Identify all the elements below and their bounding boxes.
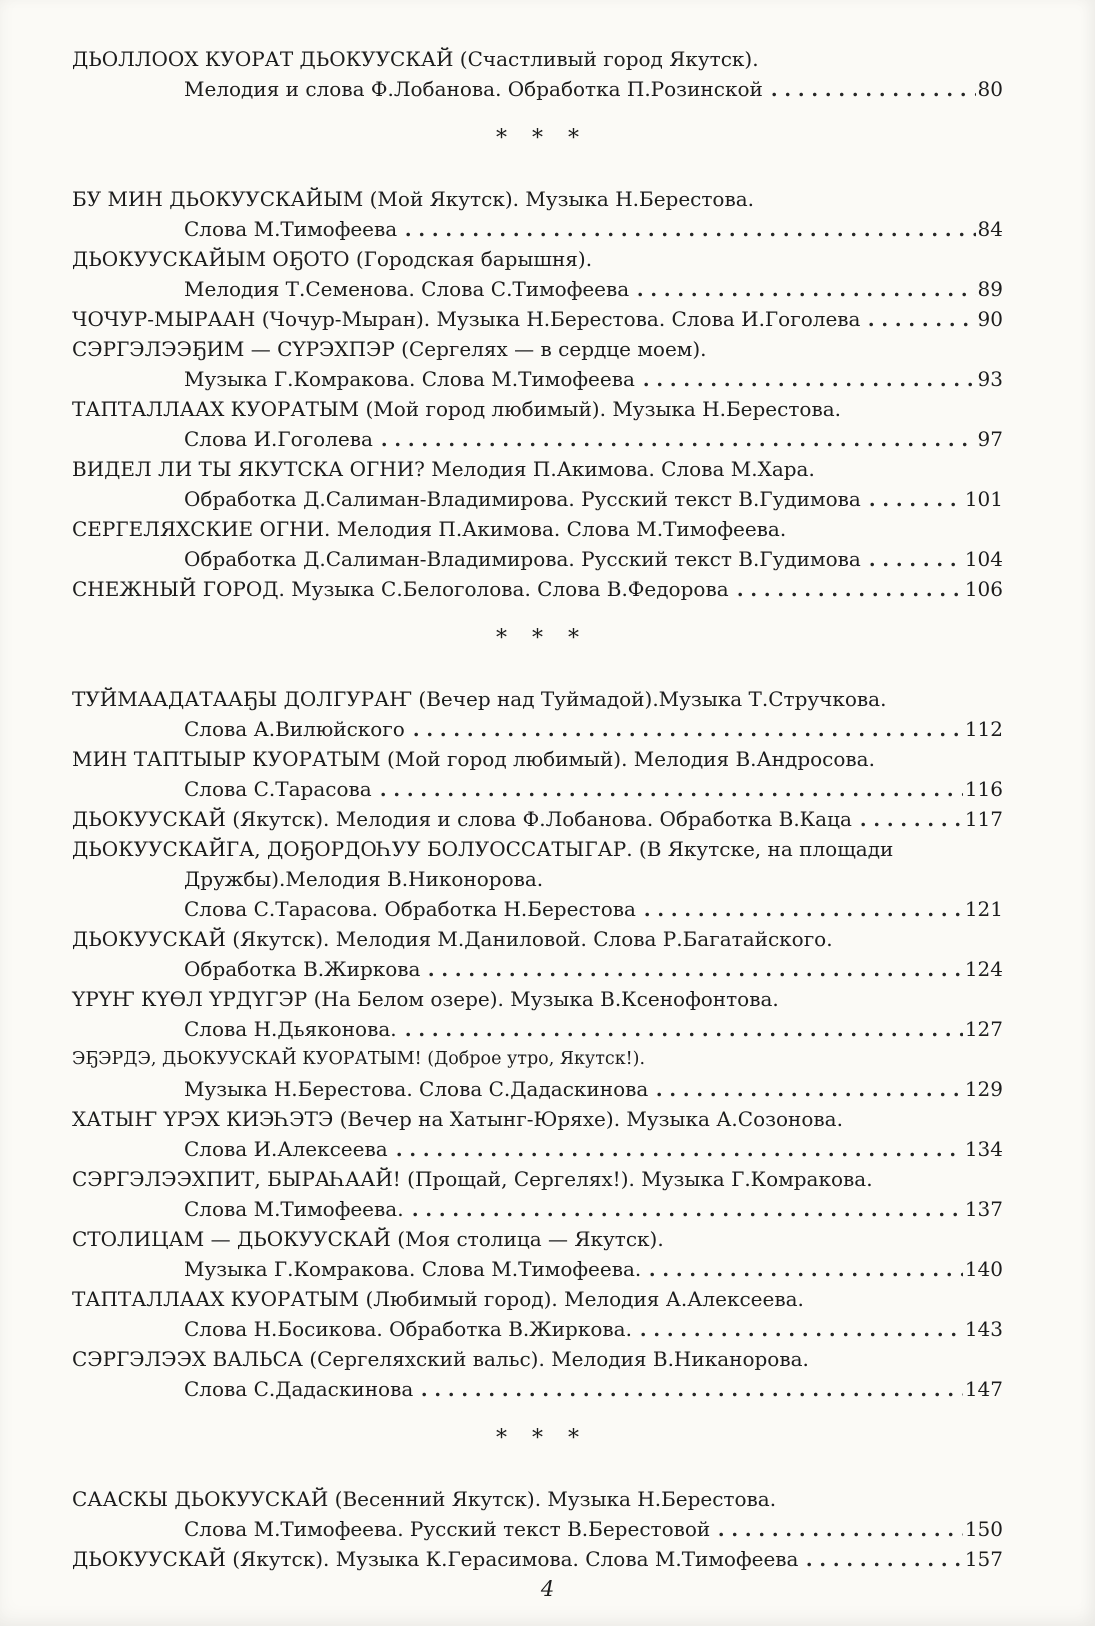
dot-leader	[645, 911, 963, 918]
toc-entry-line	[72, 1134, 1003, 1164]
toc-entry-line	[72, 804, 1003, 834]
toc-entry-line	[72, 864, 1003, 894]
section-separator: * * *	[496, 126, 588, 151]
toc-section	[72, 44, 1003, 104]
toc-entry	[72, 1224, 1003, 1284]
entry-text: Мелодия Т.Семенова. Слова С.Тимофеева	[184, 277, 630, 301]
entry-page-number: 147	[964, 1377, 1003, 1401]
entry-text: Слова Н.Дьяконова.	[184, 1017, 397, 1041]
toc-entry-line	[72, 1164, 1003, 1194]
entry-text: ТУЙМААДАТААҔЫ ДОЛГУРАҤ (Вечер над Туймадой).Музыка Т.Стручкова.	[72, 687, 887, 711]
entry-text: ДЬОКУУСКАЙ (Якутск). Мелодия и слова Ф.Лобанова. Обработка В.Каца	[72, 807, 852, 831]
toc-entry	[72, 1104, 1003, 1164]
toc-entry	[72, 1544, 1003, 1574]
toc-entry-line	[72, 364, 1003, 394]
entry-text: Обработка В.Жиркова	[184, 957, 421, 981]
toc-section	[72, 684, 1003, 1404]
entry-text: СААСКЫ ДЬОКУУСКАЙ (Весенний Якутск). Музыка Н.Берестова.	[72, 1487, 777, 1511]
dot-leader	[382, 441, 976, 448]
entry-page-number: 117	[964, 807, 1003, 831]
toc-entry-line	[72, 1374, 1003, 1404]
toc-entry-line	[72, 1284, 1003, 1314]
toc-entry-line	[72, 894, 1003, 924]
entry-page-number: 150	[964, 1517, 1003, 1541]
dot-leader	[719, 1531, 963, 1538]
toc-list	[72, 44, 1003, 1574]
dot-leader	[638, 291, 975, 298]
toc-entry	[72, 984, 1003, 1044]
entry-text: Слова С.Тарасова	[184, 777, 372, 801]
toc-entry-line	[72, 1544, 1003, 1574]
dot-leader	[406, 231, 975, 238]
toc-entry	[72, 744, 1003, 804]
entry-page-number: 127	[964, 1017, 1003, 1041]
entry-page-number: 97	[977, 427, 1003, 451]
entry-text: Слова М.Тимофеева	[184, 217, 398, 241]
toc-entry-line	[72, 394, 1003, 424]
dot-leader	[644, 381, 976, 388]
toc-entry	[72, 454, 1003, 514]
entry-text: Мелодия и слова Ф.Лобанова. Обработка П.Розинской	[184, 77, 763, 101]
entry-page-number: 140	[964, 1257, 1003, 1281]
dot-leader	[869, 321, 975, 328]
entry-text: Слова А.Вилюйского	[184, 717, 405, 741]
dot-leader	[413, 1211, 963, 1218]
entry-text: Слова М.Тимофеева.	[184, 1197, 404, 1221]
toc-entry	[72, 1164, 1003, 1224]
toc-entry-line	[72, 1224, 1003, 1254]
toc-entry-line	[72, 44, 1003, 74]
dot-leader	[641, 1331, 963, 1338]
entry-text: Музыка Г.Комракова. Слова М.Тимофеева.	[184, 1257, 642, 1281]
entry-page-number: 134	[964, 1137, 1003, 1161]
entry-text: ХАТЫҤ ҮРЭХ КИЭҺЭТЭ (Вечер на Хатынг-Юряхе). Музыка А.Созонова.	[72, 1107, 843, 1131]
dot-leader	[381, 791, 963, 798]
entry-page-number: 137	[964, 1197, 1003, 1221]
entry-text: Музыка Н.Берестова. Слова С.Дадаскинова	[184, 1077, 649, 1101]
toc-entry	[72, 1044, 1003, 1104]
entry-text: СЭРГЭЛЭЭҔИМ — СҮРЭХПЭР (Сергелях — в сердце моем).	[72, 337, 707, 361]
toc-entry	[72, 184, 1003, 244]
toc-entry	[72, 1344, 1003, 1404]
toc-entry-line	[72, 454, 1003, 484]
dot-leader	[429, 971, 962, 978]
toc-entry	[72, 574, 1003, 604]
entry-text: СТОЛИЦАМ — ДЬОКУУСКАЙ (Моя столица — Якутск).	[72, 1227, 664, 1251]
toc-entry	[72, 394, 1003, 454]
dot-leader	[397, 1151, 963, 1158]
entry-text: Слова Н.Босикова. Обработка В.Жиркова.	[184, 1317, 632, 1341]
entry-text: ДЬОКУУСКАЙ (Якутск). Музыка К.Герасимова. Слова М.Тимофеева	[72, 1547, 799, 1571]
toc-entry	[72, 834, 1003, 924]
toc-section	[72, 1484, 1003, 1574]
entry-text: СЭРГЭЛЭЭХПИТ, БЫРАҺААЙ! (Прощай, Сергелях!). Музыка Г.Комракова.	[72, 1167, 873, 1191]
toc-entry-line	[72, 184, 1003, 214]
toc-entry	[72, 514, 1003, 574]
entry-text: Обработка Д.Салиман-Владимирова. Русский текст В.Гудимова	[184, 487, 861, 511]
entry-text: Слова С.Тарасова. Обработка Н.Берестова	[184, 897, 636, 921]
entry-page-number: 129	[964, 1077, 1003, 1101]
dot-leader	[422, 1391, 963, 1398]
toc-entry-line	[72, 1484, 1003, 1514]
entry-text: БУ МИН ДЬОКУУСКАЙЫМ (Мой Якутск). Музыка Н.Берестова.	[72, 187, 755, 211]
section-separator: * * *	[496, 1426, 588, 1451]
entry-text: Слова И.Гоголева	[184, 427, 373, 451]
entry-text: ДЬОЛЛООХ КУОРАТ ДЬОКУУСКАЙ (Счастливый город Якутск).	[72, 47, 759, 71]
entry-text: ҮРҮҤ КҮӨЛ ҮРДҮГЭР (На Белом озере). Музыка В.Ксенофонтова.	[72, 987, 779, 1011]
toc-entry-line	[72, 484, 1003, 514]
toc-entry-line	[72, 334, 1003, 364]
toc-entry-line	[72, 244, 1003, 274]
toc-entry-line	[72, 1254, 1003, 1284]
entry-page-number: 116	[964, 777, 1003, 801]
entry-text: СЕРГЕЛЯХСКИЕ ОГНИ. Мелодия П.Акимова. Слова М.Тимофеева.	[72, 517, 787, 541]
entry-text: Дружбы).Мелодия В.Никонорова.	[184, 867, 544, 891]
entry-page-number: 90	[977, 307, 1003, 331]
toc-entry-line	[72, 1344, 1003, 1374]
entry-page-number: 124	[964, 957, 1003, 981]
toc-entry	[72, 684, 1003, 744]
entry-text: ЭҔЭРДЭ, ДЬОКУУСКАЙ КУОРАТЫМ! (Доброе утро, Якутск!).	[72, 1049, 646, 1069]
toc-entry-line	[72, 954, 1003, 984]
entry-text: ДЬОКУУСКАЙГА, ДОҔОРДОҺУУ БОЛУОССАТЫГАР. (В Якутске, на площади	[72, 837, 894, 861]
entry-text: Слова М.Тимофеева. Русский текст В.Берестовой	[184, 1517, 711, 1541]
toc-entry-line	[72, 714, 1003, 744]
toc-entry-line	[72, 514, 1003, 544]
toc-entry	[72, 334, 1003, 394]
page-number: 4	[540, 1577, 555, 1601]
toc-entry-line	[72, 924, 1003, 954]
dot-leader	[861, 821, 963, 828]
entry-page-number: 89	[977, 277, 1003, 301]
entry-text: Обработка Д.Салиман-Владимирова. Русский текст В.Гудимова	[184, 547, 861, 571]
dot-leader	[738, 591, 963, 598]
toc-entry-line	[72, 214, 1003, 244]
toc-entry-line	[72, 1314, 1003, 1344]
toc-entry	[72, 924, 1003, 984]
entry-page-number: 93	[977, 367, 1003, 391]
toc-entry	[72, 1484, 1003, 1544]
dot-leader	[657, 1091, 963, 1098]
dot-leader	[650, 1271, 963, 1278]
toc-entry-line	[72, 544, 1003, 574]
toc-entry-line	[72, 74, 1003, 104]
entry-text: ТАПТАЛЛААХ КУОРАТЫМ (Мой город любимый). Музыка Н.Берестова.	[72, 397, 841, 421]
toc-entry	[72, 44, 1003, 104]
entry-text: МИН ТАПТЫЫР КУОРАТЫМ (Мой город любимый). Мелодия В.Андросова.	[72, 747, 875, 771]
entry-page-number: 106	[964, 577, 1003, 601]
entry-page-number: 143	[964, 1317, 1003, 1341]
toc-entry-line	[72, 1044, 1003, 1074]
toc-entry-line	[72, 744, 1003, 774]
entry-page-number: 112	[964, 717, 1003, 741]
entry-text: Музыка Г.Комракова. Слова М.Тимофеева	[184, 367, 635, 391]
toc-entry	[72, 1284, 1003, 1344]
entry-text: СНЕЖНЫЙ ГОРОД. Музыка С.Белоголова. Слова В.Федорова	[72, 577, 729, 601]
toc-entry-line	[72, 1514, 1003, 1544]
entry-text: ЧОЧУР-МЫРААН (Чочур-Мыран). Музыка Н.Берестова. Слова И.Гоголева	[72, 307, 861, 331]
dot-leader	[414, 731, 963, 738]
toc-entry-line	[72, 1194, 1003, 1224]
entry-text: СЭРГЭЛЭЭХ ВАЛЬСА (Сергеляхский вальс). Мелодия В.Никанорова.	[72, 1347, 809, 1371]
toc-section	[72, 184, 1003, 604]
dot-leader	[870, 561, 963, 568]
entry-text: ДЬОКУУСКАЙ (Якутск). Мелодия М.Даниловой. Слова Р.Багатайского.	[72, 927, 833, 951]
entry-text: ТАПТАЛЛААХ КУОРАТЫМ (Любимый город). Мелодия А.Алексеева.	[72, 1287, 804, 1311]
toc-entry	[72, 804, 1003, 834]
toc-entry-line	[72, 1074, 1003, 1104]
entry-page-number: 80	[977, 77, 1003, 101]
entry-text: ДЬОКУУСКАЙЫМ ОҔОТО (Городская барышня).	[72, 247, 593, 271]
toc-entry-line	[72, 1104, 1003, 1134]
toc-entry-line	[72, 774, 1003, 804]
dot-leader	[870, 501, 963, 508]
toc-entry-line	[72, 574, 1003, 604]
toc-entry	[72, 244, 1003, 304]
entry-page-number: 84	[977, 217, 1003, 241]
dot-leader	[807, 1561, 962, 1568]
dot-leader	[772, 91, 976, 98]
toc-entry-line	[72, 274, 1003, 304]
entry-text: Слова С.Дадаскинова	[184, 1377, 414, 1401]
entry-text: ВИДЕЛ ЛИ ТЫ ЯКУТСКА ОГНИ? Мелодия П.Акимова. Слова М.Хара.	[72, 457, 815, 481]
entry-page-number: 121	[964, 897, 1003, 921]
toc-entry-line	[72, 1014, 1003, 1044]
toc-entry-line	[72, 984, 1003, 1014]
toc-entry-line	[72, 684, 1003, 714]
toc-entry-line	[72, 834, 1003, 864]
entry-page-number: 104	[964, 547, 1003, 571]
entry-text: Слова И.Алексеева	[184, 1137, 388, 1161]
toc-entry	[72, 304, 1003, 334]
entry-page-number: 101	[964, 487, 1003, 511]
dot-leader	[406, 1031, 963, 1038]
section-separator: * * *	[496, 626, 588, 651]
toc-entry-line	[72, 424, 1003, 454]
entry-page-number: 157	[964, 1547, 1003, 1571]
toc-entry-line	[72, 304, 1003, 334]
